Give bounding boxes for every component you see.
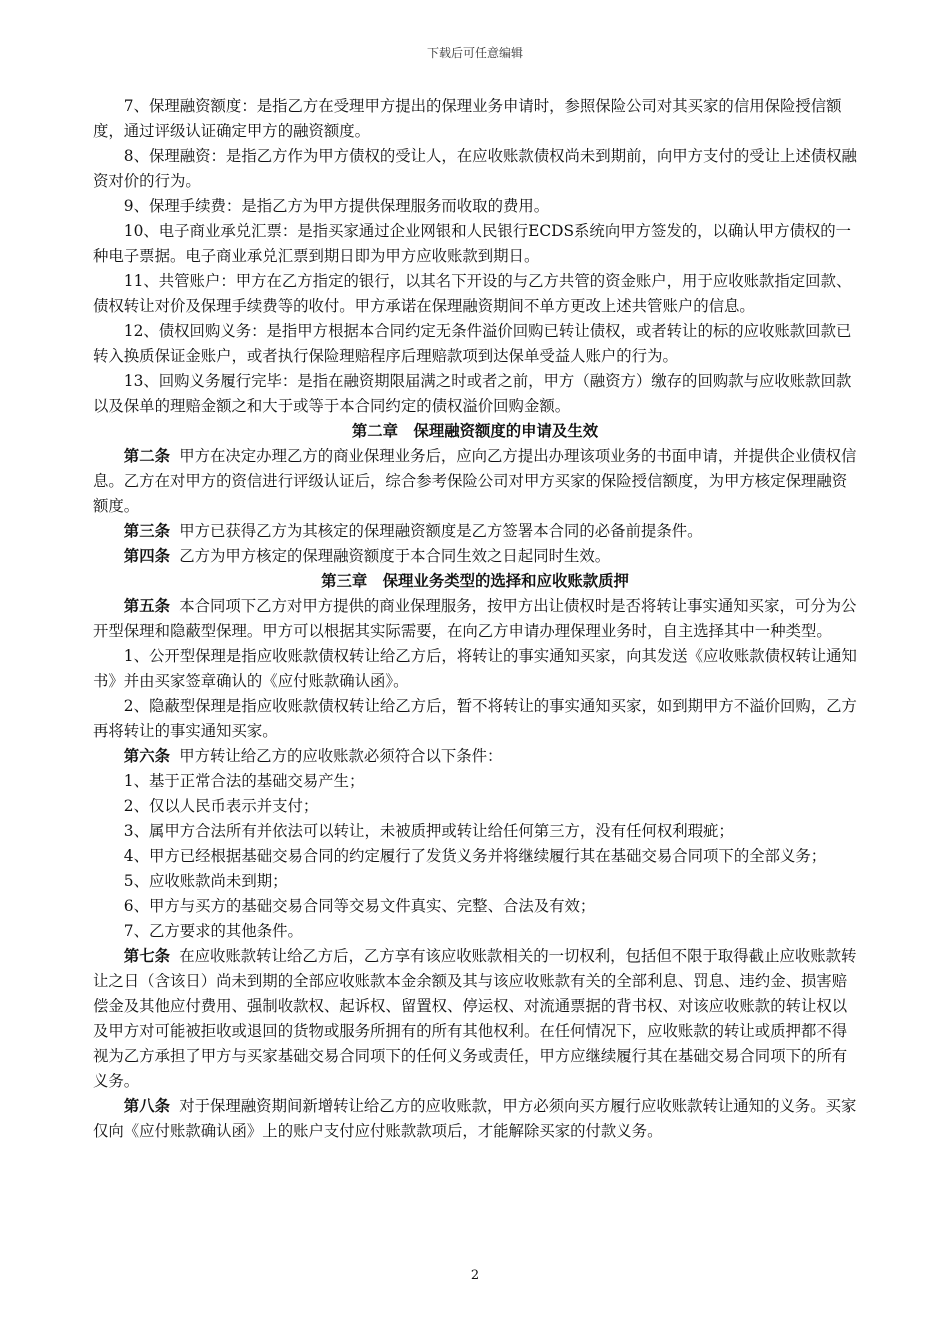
article-5-label: 第五条: [123, 597, 170, 615]
article-7-label: 第七条: [123, 947, 170, 965]
article-6: [93, 744, 857, 769]
article-6-text: 甲方转让给乙方的应收账款必须符合以下条件：: [179, 747, 503, 765]
document-body: [93, 94, 857, 1144]
article-6-item: 1、基于正常合法的基础交易产生；: [123, 772, 365, 790]
article-5: [93, 594, 857, 644]
article-8-label: 第八条: [123, 1097, 170, 1115]
article-5-item: 1、公开型保理是指应收账款债权转让给乙方后，将转让的事实通知买家，向其发送《应收账款债权转让通知书》并由买家签章确认的《应付账款确认函》。: [93, 647, 857, 690]
article-6-item: 7、乙方要求的其他条件。: [123, 922, 303, 940]
definition-9: 9、保理手续费：是指乙方为甲方提供保理服务而收取的费用。: [123, 197, 550, 215]
article-7: [93, 944, 857, 1094]
definition-10: 10、电子商业承兑汇票：是指买家通过企业网银和人民银行ECDS系统向甲方签发的，以确认甲方债权的一种电子票据。电子商业承兑汇票到期日即为甲方应收账款到期日。: [93, 222, 852, 265]
definition-12: 12、债权回购义务：是指甲方根据本合同约定无条件溢价回购已转让债权，或者转让的标的应收账款回款已转入换质保证金账户，或者执行保险理赔程序后理赔款项到达保单受益人账户的行为。: [93, 322, 852, 365]
article-6-item: 2、仅以人民币表示并支付；: [123, 797, 319, 815]
article-4-text: 乙方为甲方核定的保理融资额度于本合同生效之日起同时生效。: [179, 547, 611, 565]
article-6-item: 6、甲方与买方的基础交易合同等交易文件真实、完整、合法及有效；: [123, 897, 596, 915]
article-8-text: 对于保理融资期间新增转让给乙方的应收账款，甲方必须向买方履行应收账款转让通知的义务。买家仅向《应付账款确认函》上的账户支付应付账款款项后，才能解除买家的付款义务。: [93, 1097, 857, 1140]
article-3: [93, 519, 857, 544]
article-2-text: 甲方在决定办理乙方的商业保理业务后，应向乙方提出办理该项业务的书面申请，并提供企业债权信息。乙方在对甲方的资信进行评级认证后，综合参考保险公司对甲方买家的保险授信额度，为甲方核定保理融资额度。: [93, 447, 857, 515]
article-3-text: 甲方已获得乙方为其核定的保理融资额度是乙方签署本合同的必备前提条件。: [179, 522, 703, 540]
article-6-label: 第六条: [123, 747, 170, 765]
article-3-label: 第三条: [123, 522, 170, 540]
chapter-3-heading: 第三章 保理业务类型的选择和应收账款质押: [321, 572, 629, 590]
definition-8: 8、保理融资：是指乙方作为甲方债权的受让人，在应收账款债权尚未到期前，向甲方支付的受让上述债权融资对价的行为。: [93, 147, 857, 190]
page-header: 下载后可任意编辑: [426, 46, 523, 60]
article-5-item: 2、隐蔽型保理是指应收账款债权转让给乙方后，暂不将转让的事实通知买家，如到期甲方不溢价回购，乙方再将转让的事实通知买家。: [93, 697, 857, 740]
article-2: [93, 444, 857, 519]
chapter-2-heading: 第二章 保理融资额度的申请及生效: [351, 422, 599, 440]
article-5-text: 本合同项下乙方对甲方提供的商业保理服务，按甲方出让债权时是否将转让事实通知买家，可分为公开型保理和隐蔽型保理。甲方可以根据其实际需要，在向乙方申请办理保理业务时，自主选择其中一种类型。: [93, 597, 857, 640]
page-number: 2: [470, 1268, 480, 1283]
article-6-item: 3、属甲方合法所有并依法可以转让，未被质押或转让给任何第三方，没有任何权利瑕疵；: [123, 822, 734, 840]
article-8: [93, 1094, 857, 1144]
article-6-item: 4、甲方已经根据基础交易合同的约定履行了发货义务并将继续履行其在基础交易合同项下的全部义务；: [123, 847, 827, 865]
article-6-item: 5、应收账款尚未到期；: [123, 872, 288, 890]
definition-11: 11、共管账户：甲方在乙方指定的银行，以其名下开设的与乙方共管的资金账户，用于应收账款指定回款、债权转让对价及保理手续费等的收付。甲方承诺在保理融资期间不单方更改上述共管账户的信息。: [93, 272, 852, 315]
article-4-label: 第四条: [123, 547, 170, 565]
article-4: [93, 544, 857, 569]
article-7-text: 在应收账款转让给乙方后，乙方享有该应收账款相关的一切权利，包括但不限于取得截止应收账款转让之日（含该日）尚未到期的全部应收账款本金余额及其与该应收账款有关的全部利息、罚息、违约金、损害赔偿金及其他应付费用、强制收款权、起诉权、留置权、停运权、对流通票据的背书权、对该应收账款的转让权以及甲方对可能被拒收或退回的货物或服务所拥有的所有其他权利。在任何情况下，应收账款的转让或质押都不得视为乙方承担了甲方与买家基础交易合同项下的任何义务或责任，甲方应继续履行其在基础交易合同项下的所有义务。: [93, 947, 857, 1090]
definition-13: 13、回购义务履行完毕：是指在融资期限届满之时或者之前，甲方（融资方）缴存的回购款与应收账款回款以及保单的理赔金额之和大于或等于本合同约定的债权溢价回购金额。: [93, 372, 852, 415]
article-2-label: 第二条: [123, 447, 170, 465]
definition-7: 7、保理融资额度：是指乙方在受理甲方提出的保理业务申请时，参照保险公司对其买家的信用保险授信额度，通过评级认证确定甲方的融资额度。: [93, 97, 842, 140]
